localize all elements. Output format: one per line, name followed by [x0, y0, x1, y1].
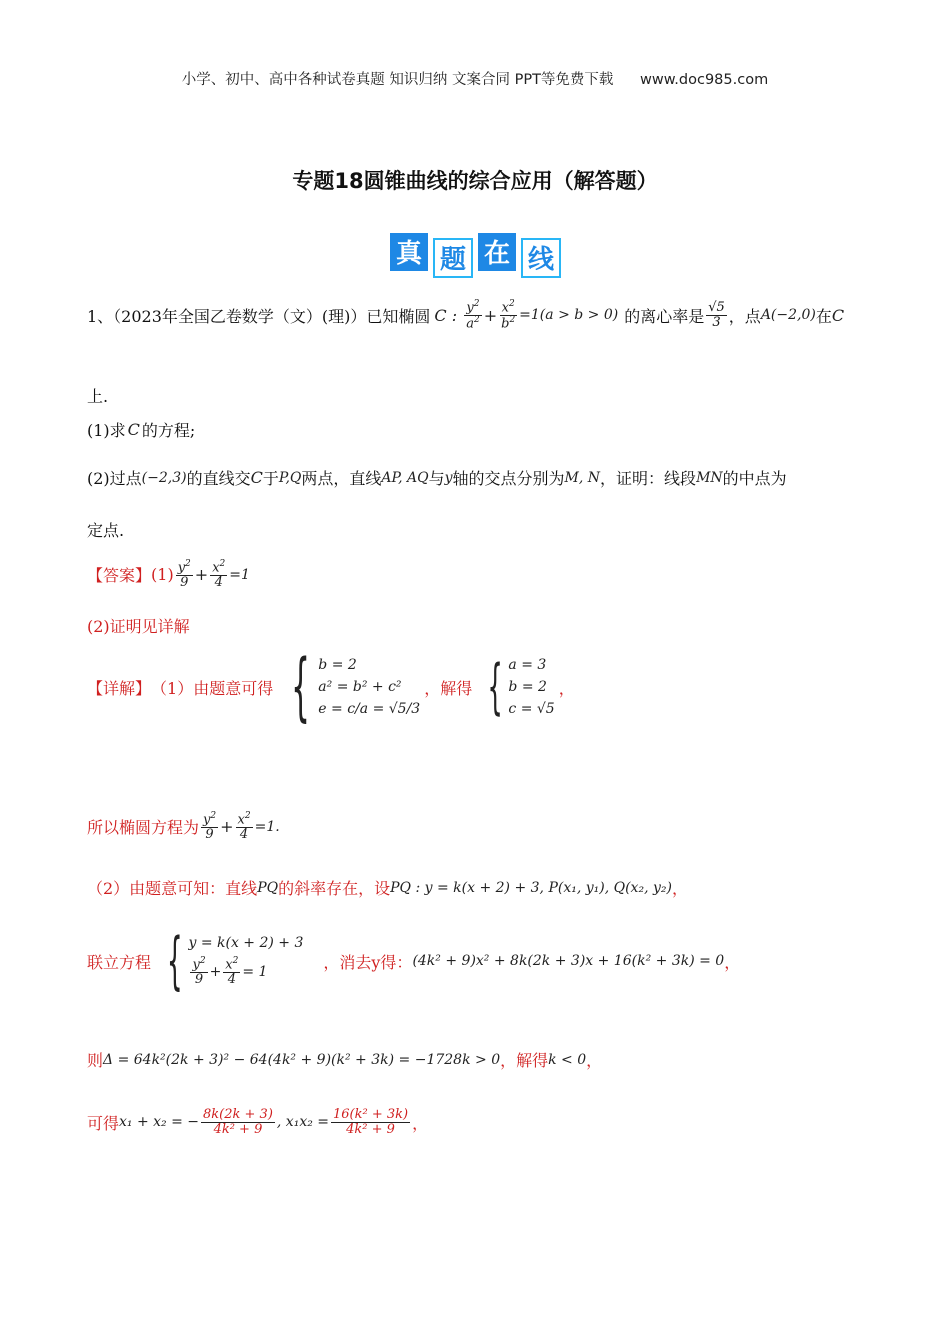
header-text: 小学、初中、高中各种试卷真题 知识归纳 文案合同 PPT等免费下载 [181, 72, 614, 88]
system-2: { a = 3 b = 2 c = √5 [487, 652, 555, 722]
eccentricity-value: $\frac{√5}{3}$ [708, 300, 725, 330]
detail-joint-line: 联立方程 { y = k(x + 2) + 3 $\frac{y^2}{9}$ + $\frac{x^2}{4}$ = 1 ，消去y得： (4k² + 9)x² + 8k(2k + 3)x + 16(k² + 3k) = 0 ， [87, 924, 741, 997]
banner-char-4: 线 [527, 245, 555, 275]
joint-system: { y = k(x + 2) + 3 $\frac{y^2}{9}$ + $\frac{x^2}{4}$ = 1 [166, 924, 304, 997]
answer-line-2: (2)证明见详解 [87, 617, 190, 636]
question-part-1: (1)求 C 的方程; [87, 420, 196, 440]
banner-char-1: 真 [395, 239, 423, 269]
page-title: 专题18圆锥曲线的综合应用（解答题） [292, 169, 658, 193]
answer-line-1: 【答案】 (1) $\frac{y^2}{9}$ + $\frac{x^2}{4}$ =1 [87, 559, 250, 590]
detail-ellipse-line: 所以椭圆方程为 $\frac{y^2}{9}$ + $\frac{x^2}{4}$ =1. [87, 811, 280, 842]
system-1: { b = 2 a² = b² + c² e = c/a = √5/3 [291, 644, 421, 730]
detail-vieta-line: 可得 x₁ + x₂ = − $\frac{8k(2k + 3)}{\text{4k² + 9}}$ , x₁x₂ = $\frac{\text{16(k² + 3k)}}{\text{4k² + 9}}$ ， [87, 1107, 429, 1137]
detail-label: 【详解】 [87, 678, 152, 698]
banner-char-2: 题 [439, 245, 467, 275]
answer-label: 【答案】 [87, 566, 152, 586]
ellipse-equation: C : $\frac{y^2}{a^2}$ + $\frac{x^2}{b^2}$ =1(a > b > 0) [434, 299, 619, 332]
detail-delta-line: 则 Δ = 64k²(2k + 3)² − 64(4k² + 9)(k² + 3k) = −1728k > 0 ，解得 k < 0 ， [87, 1051, 603, 1070]
header-url[interactable]: www.doc985.com [640, 72, 769, 88]
detail-part2-line: （2）由题意可知：直线 PQ 的斜率存在，设 PQ : y = k(x + 2) + 3, P(x₁, y₁), Q(x₂, y₂) ， [87, 879, 688, 898]
question-line-cont: 定点. [87, 521, 125, 540]
banner-char-3: 在 [483, 239, 511, 269]
question-line-2: 上. [87, 387, 109, 406]
banner-logo [389, 231, 561, 279]
detail-line-1: 【详解】 （1）由题意可得 { b = 2 a² = b² + c² e = c/a = √5/3 ，解得 { a = 3 b = 2 c = √5 ， [87, 644, 575, 730]
question-part-2: (2)过点 (−2,3) 的直线交 C 于 P,Q 两点，直线 AP, AQ 与 y 轴的交点分别为 M, N ，证明：线段 MN 的中点为 [87, 468, 787, 488]
site-header [0, 68, 950, 89]
question-line-1: 1、（2023年全国乙卷数学（文）(理)）已知椭圆 C : $\frac{y^2}{a^2}$ + $\frac{x^2}{b^2}$ =1(a > b > 0) 的离心率是 $\frac{√5}{3}$ ，点 A(−2,0) 在 C [87, 299, 845, 332]
